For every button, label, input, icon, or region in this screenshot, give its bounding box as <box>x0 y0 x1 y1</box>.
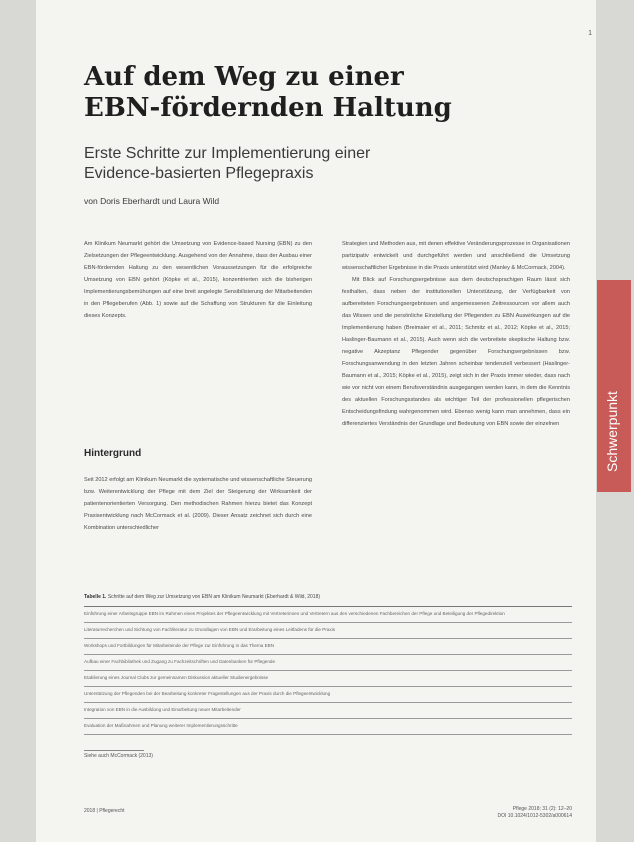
table-row: Evaluation der Maßnahmen und Planung weiterer Implementierungsschritte <box>84 719 572 735</box>
footer-citation-line: Pflege 2018; 31 (2): 12–20 <box>512 806 572 812</box>
section-sidebar-tab <box>597 280 631 492</box>
footer-publication: 2018 | Pflegerecht <box>84 808 125 814</box>
article-title: Auf dem Weg zu einer EBN-fördernden Haltung <box>84 62 452 123</box>
footer-citation <box>432 806 572 820</box>
footnote-rule <box>84 750 144 751</box>
sidebar-label: Schwerpunkt <box>604 391 620 472</box>
intro-paragraph <box>84 238 312 322</box>
table-row: Aufbau einer Fachbibliothek und Zugang zu Fachzeitschriften und Datenbanken für Pflegende <box>84 655 572 671</box>
author-byline: von Doris Eberhardt und Laura Wild <box>84 196 220 206</box>
table-row: Einführung einer Arbeitsgruppe EBN im Rahmen eines Projektes der Pflegeentwicklung mit Vertreterinnen und Vertretern aus den verschiedenen Fachbereichen der Pflege und Beteiligung der Pflegedirektion <box>84 607 572 623</box>
table-row: Workshops und Fortbildungen für Mitarbeitende der Pflege zur Einführung in das Thema EBN <box>84 639 572 655</box>
page-number: 1 <box>588 30 592 37</box>
article-subtitle: Erste Schritte zur Implementierung einer Evidence-basierten Pflegepraxis <box>84 145 371 182</box>
table-row: Unterstützung der Pflegenden bei der Bearbeitung konkreter Fragestellungen aus der Praxis durch die Pflegeentwicklung <box>84 687 572 703</box>
table-row: Etablierung eines Journal Clubs zur gemeinsamen Diskussion aktueller Studienergebnisse <box>84 671 572 687</box>
right-column <box>342 238 570 430</box>
background-paragraph <box>84 474 312 534</box>
table-row: Literaturrecherchen und Sichtung von Fachliteratur zu Grundlagen von EBN und Erarbeitung eines Leitfadens für die Praxis <box>84 623 572 639</box>
table-row: Integration von EBN in die Ausbildung und Einarbeitung neuer Mitarbeitender <box>84 703 572 719</box>
footer-doi: DOI 10.1024/1012-5302/a000614 <box>497 813 572 819</box>
background-text: Seit 2012 erfolgt am Klinikum Neumarkt die systematische und wissenschaftliche Steuerung bzw. Weiterentwicklung der Pflege mit dem Ziel der Steigerung der Wirksamkeit der patientenorientierten Versorgung. Den methodischen Rahmen hierzu bietet das Konzept Praxisentwicklung nach McCormack et al. (2009). Dieser Ansatz zeichnet sich durch eine Kombination unterschiedlicher <box>84 477 312 531</box>
section-heading: Hintergrund <box>84 448 142 459</box>
intro-text: Am Klinikum Neumarkt gehört die Umsetzung von Evidence-based Nursing (EBN) zu den Zielsetzungen der Pflegeentwicklung. Ausgehend von der Annahme, dass der Ausbau einer EBN-fördernden Haltung zu den wesentlichen Voraussetzungen für die erfolgreiche Umsetzung von EBN gehört (Köpke et al., 2015), konzentrierten sich die bisherigen Implementierungsbemühungen auf eine breit angelegte Sensibilisierung der Mitarbeitenden in den Pflegeberufen (Abb. 1) sowie auf die Schaffung von Strukturen für die Einleitung dieses Konzepts. <box>84 241 312 319</box>
right-column-paragraph: Mit Blick auf Forschungsergebnisse aus dem deutschsprachigen Raum lässt sich festhalten, dass neben der institutionellen Unterstützung, der Verfügbarkeit von aufbereiteten Forschungsergebnissen und angemessenen Zeitressourcen vor allem auch das Wissen und die persönliche Einstellung der Pflegenden zu EBN Auswirkungen auf die Implementierung haben (Breimaier et al., 2011; Schmitz et al., 2012; Köpke et al., 2015; Haslinger-Baumann et al., 2015). Auch wenn sich die verbreitete skeptische Haltung bzw. negative Akzeptanz Pflegender gegenüber Forschungsergebnissen bzw. Forschungsanwendung in den letzten Jahren scheinbar tendenziell verbessert (Haslinger-Baumann et al., 2015; Köpke et al., 2015), zeigt sich in der Praxis immer wieder, dass nach wie vor nicht von einem Berufsverständnis ausgegangen werden kann, in dem die Kenntnis des aktuellen Forschungsstandes als wichtiger Teil der professionellen pflegerischen Entscheidungsfindung wahrgenommen wird. Ebenso wenig kann man annehmen, dass ein differenziertes Verständnis der Grundlage und Bedeutung von EBN sowie der einzelnen <box>342 277 570 427</box>
table-label: Tabelle 1. <box>84 594 107 600</box>
table <box>84 606 572 735</box>
footnote: Siehe auch McCormack (2013) <box>84 753 153 759</box>
right-column-paragraph: Strategien und Methoden aus, mit denen effektive Veränderungsprozesse in Organisationen partizipativ entwickelt und durchgeführt werden und anschließend die Umsetzung wissenschaftlicher Ergebnisse in die Praxis unterstützt wird (Manley & McCormack, 2004). <box>342 241 570 271</box>
table-caption <box>84 594 572 600</box>
table-caption-text: Schritte auf dem Weg zur Umsetzung von EBN am Klinikum Neumarkt (Eberhardt & Wild, 2018) <box>107 594 321 600</box>
